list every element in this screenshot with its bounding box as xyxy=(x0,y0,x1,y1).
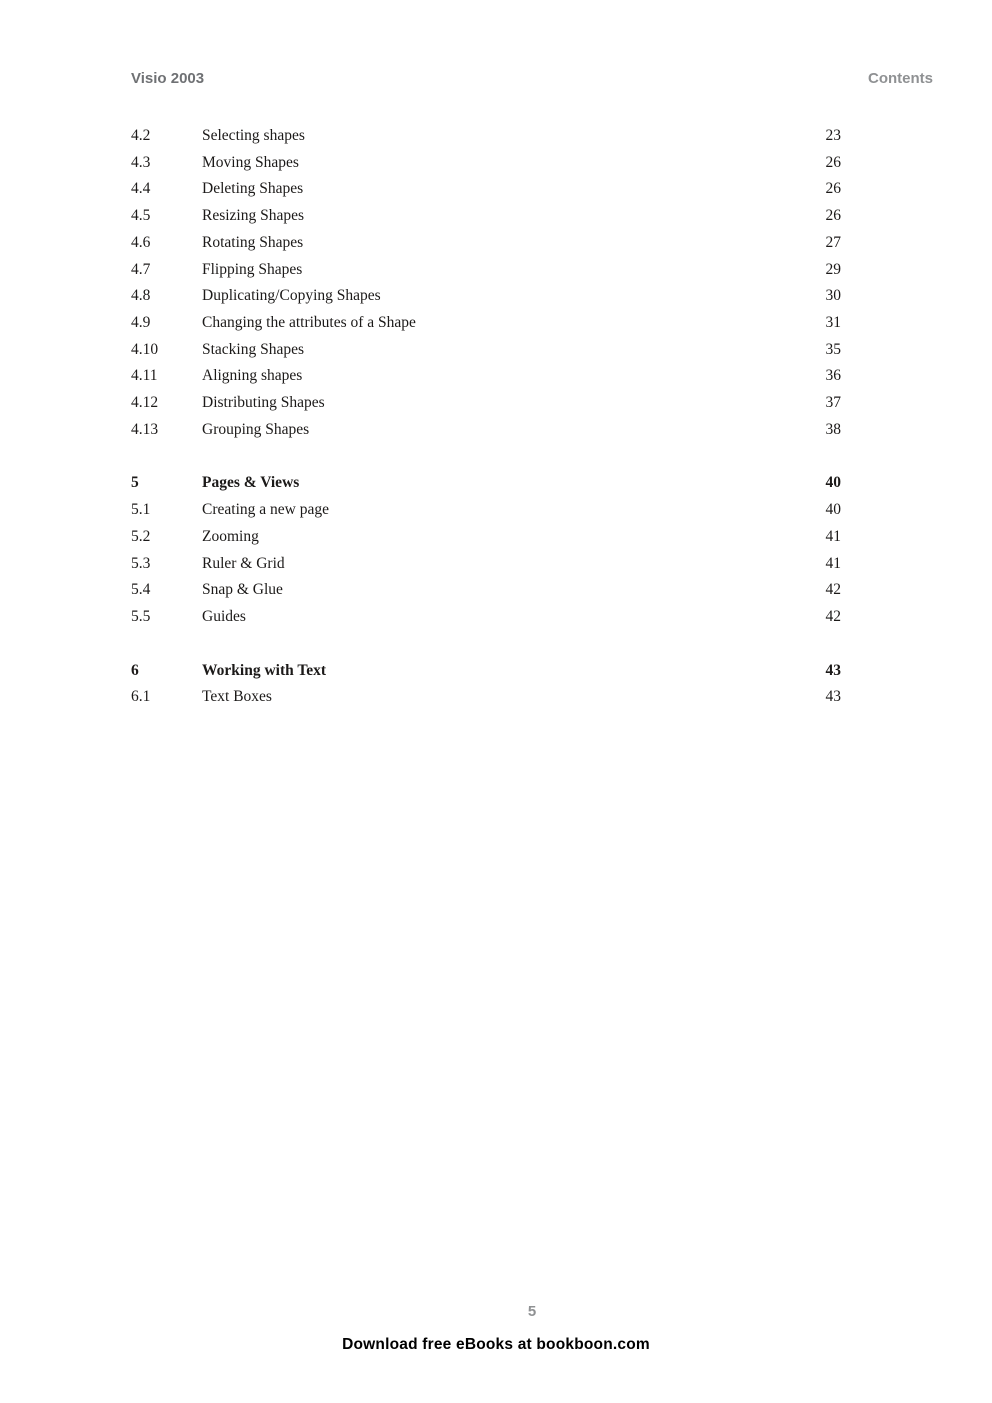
header-contents: Contents xyxy=(868,70,933,87)
toc-entry-number: 4.2 xyxy=(131,127,151,144)
toc-entry[interactable] xyxy=(131,310,841,337)
toc-entry-title: Moving Shapes xyxy=(202,153,299,171)
toc-entry-title: Distributing Shapes xyxy=(202,394,325,412)
toc-entry-number: 4.6 xyxy=(131,233,151,251)
toc-entry-page: 42 xyxy=(825,607,841,625)
toc-entry-title: Changing the attributes of a Shape xyxy=(202,313,416,331)
toc-entry-number: 4.3 xyxy=(131,153,151,171)
toc-entry-number: 6 xyxy=(131,661,139,679)
toc-entry[interactable] xyxy=(131,604,841,631)
toc-entry[interactable] xyxy=(131,176,841,203)
toc-entry-number: 4.8 xyxy=(131,287,151,305)
toc-entry-title: Pages & Views xyxy=(202,474,300,492)
toc-section-heading[interactable] xyxy=(131,470,841,497)
toc-entry-number: 5.1 xyxy=(131,501,151,519)
toc-entry-title: Selecting shapes xyxy=(202,127,305,144)
toc-entry-number: 5.4 xyxy=(131,581,151,599)
toc-entry-title: Working with Text xyxy=(202,661,327,679)
toc-entry-page: 42 xyxy=(825,581,841,599)
toc-entry-number: 4.4 xyxy=(131,180,151,198)
toc-entry[interactable] xyxy=(131,577,841,604)
toc-entry[interactable] xyxy=(131,684,841,711)
toc-entry-number: 4.7 xyxy=(131,260,151,278)
toc-entry-title: Resizing Shapes xyxy=(202,207,305,225)
toc-entry[interactable] xyxy=(131,257,841,284)
toc-entry-number: 5.2 xyxy=(131,527,151,545)
toc-entry-number: 4.10 xyxy=(131,340,159,358)
page-header xyxy=(131,70,933,88)
toc-entry-page: 26 xyxy=(825,207,841,225)
toc-entry[interactable] xyxy=(131,283,841,310)
toc-entry[interactable] xyxy=(131,150,841,177)
toc-entry-title: Guides xyxy=(202,607,246,625)
toc-entry-number: 4.9 xyxy=(131,313,151,331)
toc-entry[interactable] xyxy=(131,337,841,364)
toc-entry-page: 36 xyxy=(825,367,841,385)
toc-entry-page: 38 xyxy=(825,420,841,438)
toc-entry-number: 6.1 xyxy=(131,688,151,706)
page-number: 5 xyxy=(527,1303,537,1320)
toc-entry-number: 5.5 xyxy=(131,607,151,625)
toc-entry-title: Ruler & Grid xyxy=(202,554,285,572)
toc-entry-page: 29 xyxy=(825,260,841,278)
toc-section-5 xyxy=(131,470,841,630)
book-title: Visio 2003 xyxy=(131,70,205,87)
toc-entry-page: 30 xyxy=(825,287,841,305)
download-link[interactable]: Download free eBooks at bookboon.com xyxy=(342,1336,650,1353)
toc-entry-page: 41 xyxy=(825,554,841,572)
toc-entry-number: 4.5 xyxy=(131,207,151,225)
toc-entry-page: 40 xyxy=(825,474,841,492)
toc-entry-number: 4.11 xyxy=(131,367,158,385)
toc-entry-title: Text Boxes xyxy=(202,688,272,706)
toc-section-6 xyxy=(131,658,841,711)
toc-entry-title: Deleting Shapes xyxy=(202,180,304,198)
toc-entry[interactable] xyxy=(131,390,841,417)
toc-entry-page: 23 xyxy=(825,127,841,144)
toc-entry-title: Flipping Shapes xyxy=(202,260,303,278)
toc-entry-page: 41 xyxy=(825,527,841,545)
toc-entry[interactable] xyxy=(131,551,841,578)
toc-entry-page: 37 xyxy=(825,394,841,412)
table-of-contents xyxy=(131,123,841,711)
toc-entry-number: 4.12 xyxy=(131,394,159,412)
toc-entry-title: Rotating Shapes xyxy=(202,233,304,251)
toc-entry-number: 5 xyxy=(131,474,139,492)
toc-entry-title: Aligning shapes xyxy=(202,367,303,385)
toc-entry-title: Creating a new page xyxy=(202,501,329,519)
toc-entry[interactable] xyxy=(131,417,841,444)
toc-entry-page: 35 xyxy=(825,340,841,358)
toc-entry[interactable] xyxy=(131,524,841,551)
toc-section-4 xyxy=(131,123,841,443)
toc-entry-page: 31 xyxy=(825,313,841,331)
toc-entry-page: 26 xyxy=(825,180,841,198)
toc-entry-page: 26 xyxy=(825,153,841,171)
toc-entry-title: Grouping Shapes xyxy=(202,420,310,438)
toc-entry-page: 27 xyxy=(825,233,841,251)
toc-entry[interactable] xyxy=(131,123,841,150)
toc-entry-number: 4.13 xyxy=(131,420,159,438)
toc-entry-number: 5.3 xyxy=(131,554,151,572)
toc-entry[interactable] xyxy=(131,363,841,390)
toc-entry-title: Stacking Shapes xyxy=(202,340,305,358)
toc-entry-title: Duplicating/Copying Shapes xyxy=(202,287,381,305)
toc-entry-page: 43 xyxy=(825,661,841,679)
toc-entry[interactable] xyxy=(131,497,841,524)
toc-section-heading[interactable] xyxy=(131,658,841,685)
toc-entry[interactable] xyxy=(131,203,841,230)
toc-entry-page: 43 xyxy=(825,688,841,706)
toc-entry-title: Zooming xyxy=(202,527,259,545)
toc-entry-page: 40 xyxy=(825,501,841,519)
toc-entry-title: Snap & Glue xyxy=(202,581,283,599)
toc-entry[interactable] xyxy=(131,230,841,257)
